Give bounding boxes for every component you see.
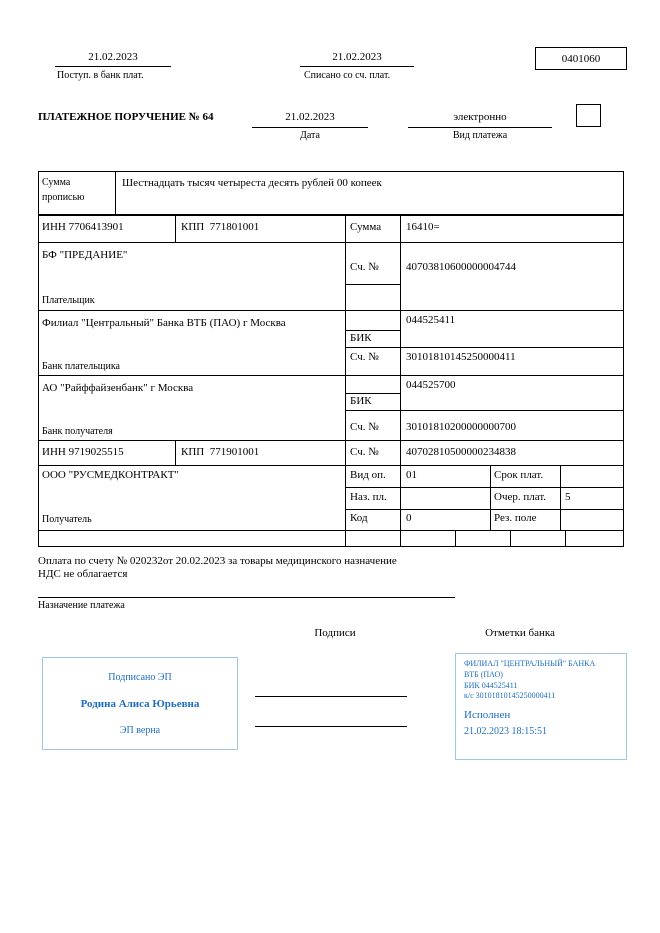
payer-bank-section-label: Банк плательщика (42, 361, 120, 372)
payee-inn: ИНН 9719025515 (42, 446, 124, 458)
payee-bank-section-label: Банк получателя (42, 426, 113, 437)
payer-bank-bik: 044525411 (406, 314, 456, 326)
code-label: Код (350, 512, 368, 524)
op-kind-value: 01 (406, 469, 417, 481)
row-divider (38, 530, 624, 531)
purpose-underline (38, 597, 455, 598)
e-signature-stamp (42, 657, 238, 750)
priority-value: 5 (565, 491, 571, 503)
debited-label: Списано со сч. плат. (304, 70, 391, 81)
payee-section-label: Получатель (42, 514, 92, 525)
bank-stamp-line3: БИК 044525411 (464, 680, 518, 690)
payer-bank-account: 30101810145250000411 (406, 351, 516, 363)
bank-stamp-line4: к/с 30101810145250000411 (464, 691, 556, 701)
bik-box-top (345, 330, 400, 331)
signatures-heading: Подписи (314, 627, 356, 639)
status-small-box (576, 104, 601, 127)
strip-divider (565, 530, 566, 547)
bik-box-top (345, 393, 400, 394)
purpose-line2: НДС не облагается (38, 568, 128, 580)
account-label-divider (345, 284, 400, 285)
payee-name: ООО "РУСМЕДКОНТРАКТ" (42, 469, 179, 481)
bank-marks-heading: Отметки банка (485, 627, 555, 639)
payee-bank-account: 30101810200000000700 (406, 421, 516, 433)
payer-bank-account-label: Сч. № (350, 351, 379, 363)
e-signature-line3: ЭП верна (119, 724, 161, 736)
signature-line-2 (255, 726, 407, 727)
payee-account: 40702810500000234838 (406, 446, 516, 458)
row-divider (38, 310, 624, 311)
priority-label: Очер. плат. (494, 491, 547, 503)
form-code: 0401060 (561, 52, 601, 65)
bank-stamp-line2: ВТБ (ПАО) (464, 669, 503, 679)
amount-words-value: Шестнадцать тысяч четыреста десять рублей 00 копеек (122, 177, 382, 189)
payment-kind-underline (408, 127, 552, 128)
payer-bank-name: Филиал "Центральный" Банка ВТБ (ПАО) г Москва (42, 317, 286, 329)
amount-words-divider (115, 171, 116, 215)
op-row-divider (345, 487, 624, 488)
term-label: Срок плат. (494, 469, 544, 481)
payer-bank-bik-label: БИК (350, 332, 372, 344)
payer-account-label: Сч. № (350, 261, 379, 273)
col-divider (560, 465, 561, 530)
document-title: ПЛАТЕЖНОЕ ПОРУЧЕНИЕ № 64 (38, 111, 214, 123)
col-divider (345, 215, 346, 547)
payee-bank-name: АО "Райффайзенбанк" г Москва (42, 382, 194, 394)
sum-label: Сумма (350, 221, 382, 233)
purpose-code-label: Наз. пл. (350, 491, 387, 503)
strip-divider (455, 530, 456, 547)
signature-line-1 (255, 696, 407, 697)
col-divider (400, 215, 401, 547)
op-row-divider (345, 509, 624, 510)
payee-bank-bik-label: БИК (350, 395, 372, 407)
purpose-line1: Оплата по счету № 020232от 20.02.2023 за товары медицинского назначение (38, 555, 397, 567)
code-value: 0 (406, 512, 412, 524)
document-date-underline (252, 127, 368, 128)
payment-kind-label: Вид платежа (452, 130, 508, 141)
payer-kpp: КПП 771801001 (181, 221, 260, 233)
bank-stamp-datetime: 21.02.2023 18:15:51 (464, 726, 548, 738)
received-in-bank-date: 21.02.2023 (88, 51, 138, 63)
document-date-label: Дата (300, 130, 320, 141)
e-signature-name: Родина Алиса Юрьевна (80, 697, 200, 710)
row-divider (38, 375, 624, 376)
received-date-underline (55, 66, 171, 67)
row-divider (38, 242, 624, 243)
payer-section-label: Плательщик (42, 295, 95, 306)
strip-divider (510, 530, 511, 547)
payer-account: 40703810600000004744 (406, 261, 516, 273)
bik-row-divider (345, 347, 624, 348)
debited-date: 21.02.2023 (332, 51, 382, 63)
row-divider (38, 465, 624, 466)
received-in-bank-label: Поступ. в банк плат. (57, 70, 144, 81)
payer-inn: ИНН 7706413901 (42, 221, 124, 233)
amount-words-label: Сумма прописью (42, 177, 85, 203)
bank-stamp-line1: ФИЛИАЛ "ЦЕНТРАЛЬНЫЙ" БАНКА (464, 659, 596, 668)
payer-name: БФ "ПРЕДАНИЕ" (42, 249, 128, 261)
document-date: 21.02.2023 (285, 111, 335, 123)
payment-kind-value: электронно (453, 111, 507, 123)
bank-execution-stamp (455, 653, 627, 760)
payee-bank-account-label: Сч. № (350, 421, 379, 433)
col-divider (490, 465, 491, 530)
debited-date-underline (300, 66, 414, 67)
reserve-label: Рез. поле (494, 512, 537, 524)
row-divider (38, 440, 624, 441)
col-divider (175, 440, 176, 465)
op-kind-label: Вид оп. (350, 469, 386, 481)
bik-row-divider (345, 410, 624, 411)
col-divider (175, 215, 176, 242)
payee-bank-bik: 044525700 (406, 379, 456, 391)
sum-value: 16410= (406, 221, 440, 233)
e-signature-line1: Подписано ЭП (108, 671, 172, 683)
purpose-section-label: Назначение платежа (38, 600, 125, 611)
bank-stamp-status: Исполнен (464, 709, 511, 722)
payee-kpp: КПП 771901001 (181, 446, 260, 458)
payee-account-label: Сч. № (350, 446, 379, 458)
form-code-box (535, 47, 627, 70)
